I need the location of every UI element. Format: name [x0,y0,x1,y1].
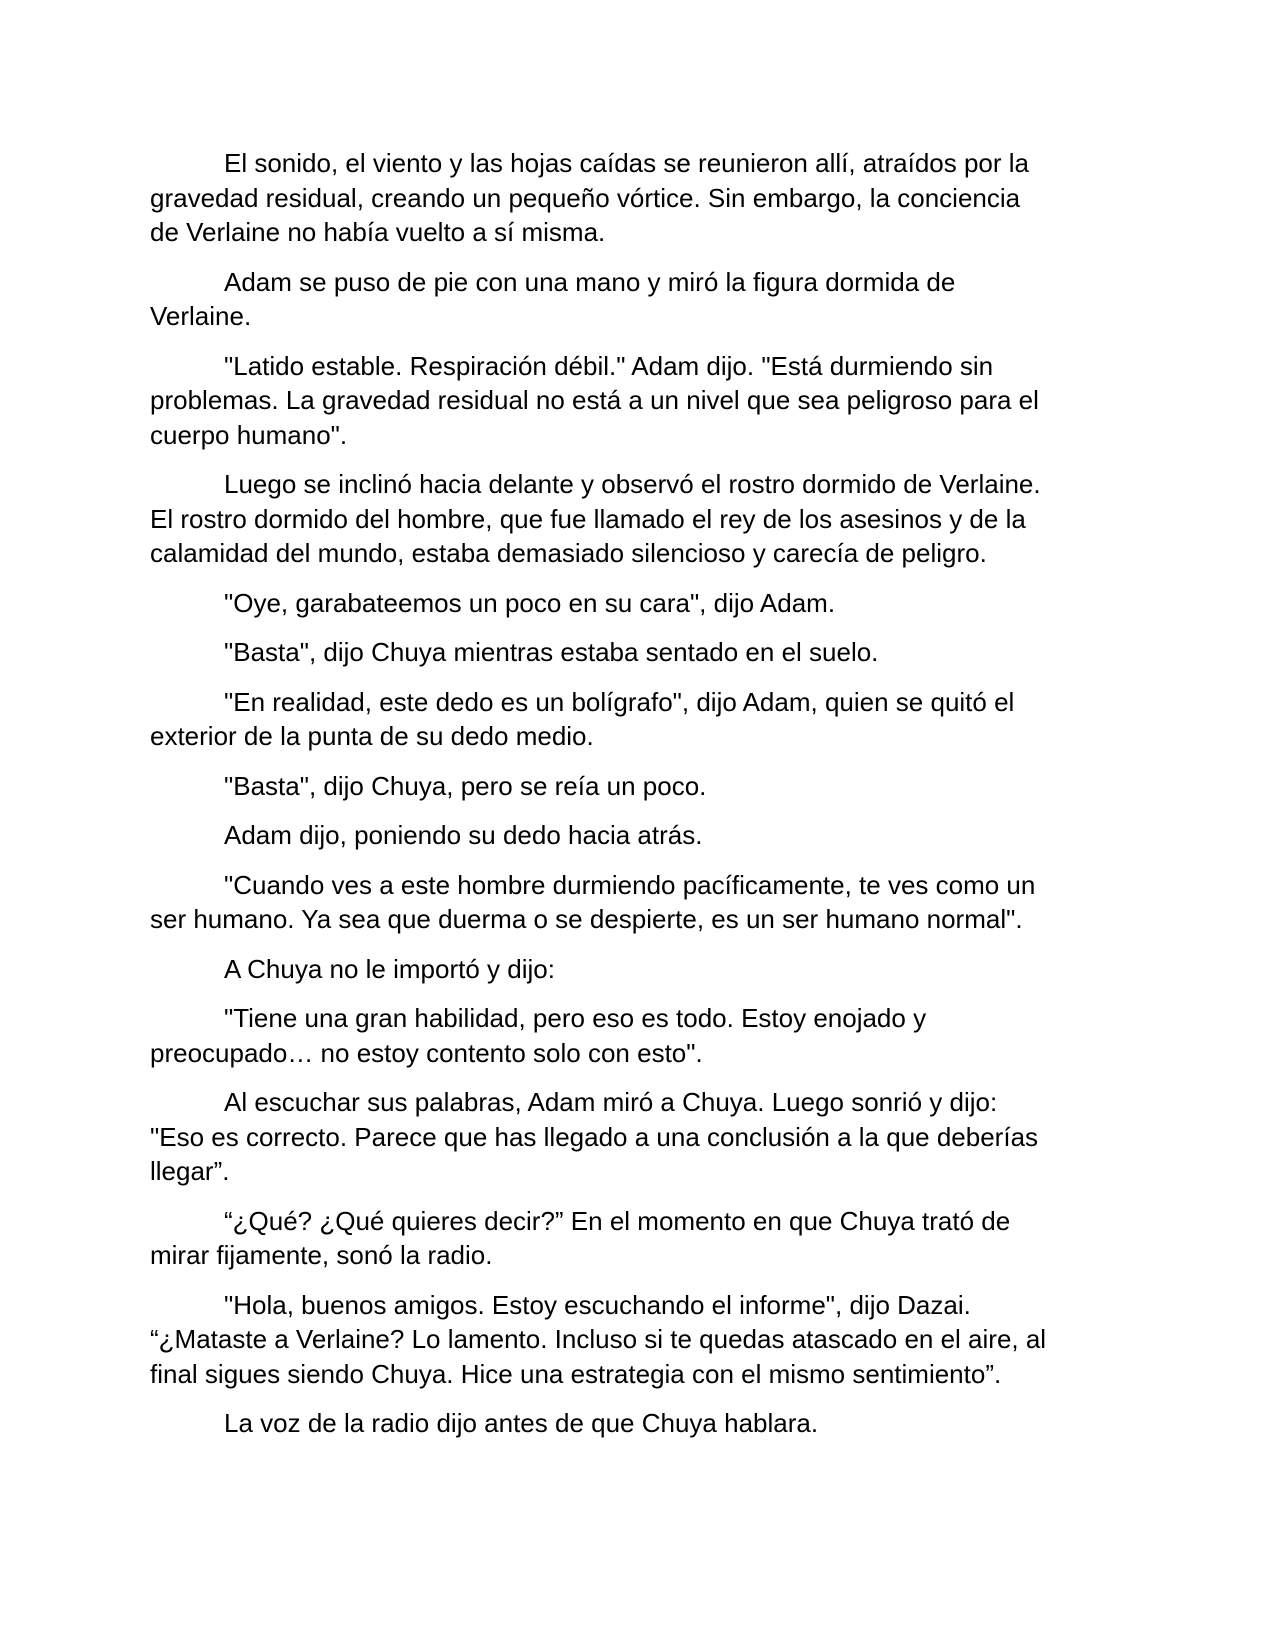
paragraph-10: "Cuando ves a este hombre durmiendo pacíficamente, te ves como un ser humano. Ya sea que duerma o se despierte, es un ser humano normal". [150,869,1036,934]
paragraph-13: Al escuchar sus palabras, Adam miró a Chuya. Luego sonrió y dijo: "Eso es correcto. Parece que has llegado a una conclusión a la que deberías llegar”. [150,1087,1039,1186]
paragraph-4: Luego se inclinó hacia delante y observó el rostro dormido de Verlaine. El rostro dormido del hombre, que fue llamado el rey de los asesinos y de la calamidad del mundo, estaba demasiado silencioso y carecía de peligro. [150,469,1041,568]
document-body [150,146,1130,1456]
paragraph-7: "En realidad, este dedo es un bolígrafo", dijo Adam, quien se quitó el exterior de la punta de su dedo medio. [150,686,1015,751]
paragraph-6: "Basta", dijo Chuya mientras estaba sentado en el suelo. [224,637,879,667]
paragraph-14: “¿Qué? ¿Qué quieres decir?” En el momento en que Chuya trató de mirar fijamente, sonó la radio. [150,1205,1011,1270]
paragraph-9: Adam dijo, poniendo su dedo hacia atrás. [224,820,703,850]
paragraph-3: "Latido estable. Respiración débil." Adam dijo. "Está durmiendo sin problemas. La gravedad residual no está a un nivel que sea peligroso para el cuerpo humano". [150,350,1039,450]
paragraph-12: "Tiene una gran habilidad, pero eso es todo. Estoy enojado y preocupado… no estoy contento solo con esto". [150,1003,927,1068]
paragraph-8: "Basta", dijo Chuya, pero se reía un poco. [224,770,707,801]
paragraph-5: "Oye, garabateemos un poco en su cara", dijo Adam. [224,587,836,618]
paragraph-16: La voz de la radio dijo antes de que Chuya hablara. [224,1408,819,1438]
paragraph-15: "Hola, buenos amigos. Estoy escuchando el informe", dijo Dazai. “¿Mataste a Verlaine? Lo lamento. Incluso si te quedas atascado en el aire, al final sigues siendo Chuya. Hice una estrategia con el mismo sentimiento”. [150,1289,1047,1389]
paragraph-1: El sonido, el viento y las hojas caídas se reunieron allí, atraídos por la gravedad residual, creando un pequeño vórtice. Sin embargo, la conciencia de Verlaine no había vuelto a sí misma. [150,148,1030,247]
paragraph-11: A Chuya no le importó y dijo: [224,953,555,984]
paragraph-2: Adam se puso de pie con una mano y miró la figura dormida de Verlaine. [150,266,956,331]
